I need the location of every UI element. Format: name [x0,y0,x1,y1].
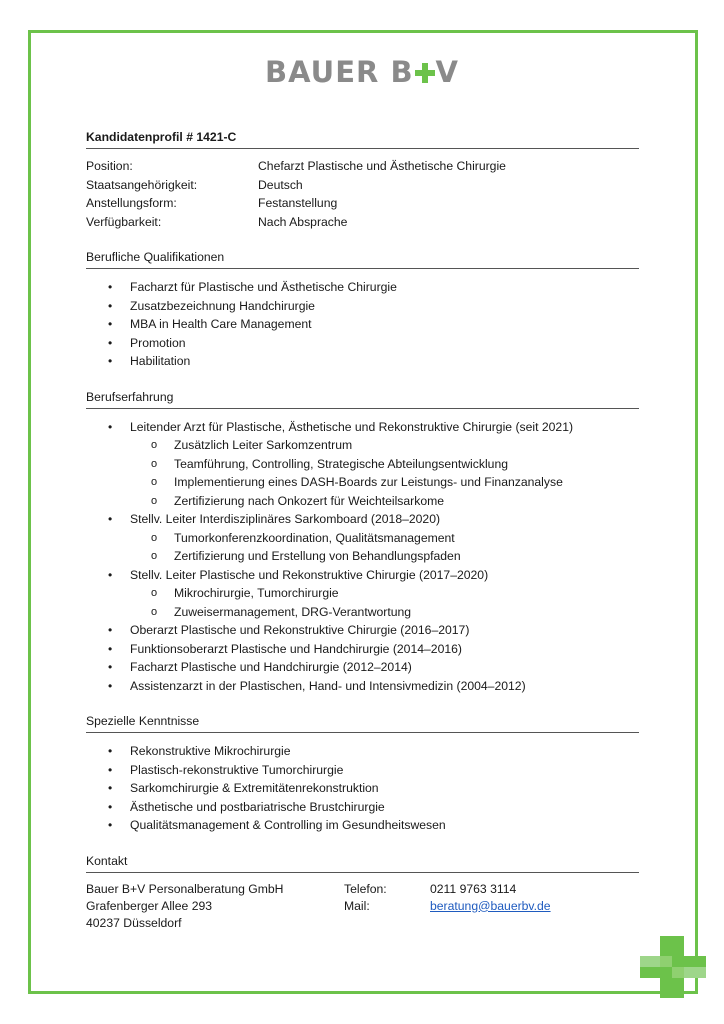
sublist-item: o Tumorkonferenzkoordination, Qualitätsmanagement [86,529,639,548]
field-key: Verfügbarkeit: [86,214,162,229]
field-key: Position: [86,159,133,173]
logo-text-right: V [435,55,459,89]
contact-labels [344,881,430,932]
list-item: • Facharzt Plastische und Handchirurgie (2012–2014) [86,658,639,677]
sublist-item: o Implementierung eines DASH-Boards zur Leistungs- und Finanzanalyse [86,473,639,492]
list-item: • Oberarzt Plastische und Rekonstruktive Chirurgie (2016–2017) [86,621,639,640]
sublist-item: o Zuweisermanagement, DRG-Verantwortung [86,603,639,622]
sublist [86,584,639,621]
phone-number: 0211 9763 3114 [430,881,517,896]
address [86,881,344,932]
sublist-item: o Zertifizierung und Erstellung von Behandlungspfaden [86,547,639,566]
sublist-wrapper [86,529,639,566]
list-item: • Rekonstruktive Mikrochirurgie [86,742,639,761]
list-item: • Plastisch-rekonstruktive Tumorchirurgie [86,761,639,780]
sublist-item: o Teamführung, Controlling, Strategische Abteilungsentwicklung [86,455,639,474]
street: Grafenberger Allee 293 [86,898,213,913]
list-item: • Assistenzarzt in der Plastischen, Hand- und Intensivmedizin (2004–2012) [86,677,639,696]
field-value: Chefarzt Plastische und Ästhetische Chirurgie [258,159,506,173]
sublist-wrapper [86,584,639,621]
corner-plus-icon [640,936,706,998]
list-item: • Qualitätsmanagement & Controlling im Gesundheitswesen [86,816,639,835]
list-item: • Promotion [86,334,639,353]
list-item: • Sarkomchirurgie & Extremitätenrekonstruktion [86,779,639,798]
field-position [86,157,639,176]
logo-plus-icon [415,62,435,84]
experience-list [86,418,639,696]
contact-values [430,881,551,932]
qualifications-title: Berufliche Qualifikationen [86,250,639,269]
company-logo [0,55,724,89]
sublist-item: o Zertifizierung nach Onkozert für Weichteilsarkome [86,492,639,511]
list-item: • Ästhetische und postbariatrische Brustchirurgie [86,798,639,817]
list-item: • Facharzt für Plastische und Ästhetische Chirurgie [86,278,639,297]
profile-title: Kandidatenprofil # 1421-C [86,130,639,149]
list-item: • MBA in Health Care Management [86,315,639,334]
field-value: Nach Absprache [258,214,348,229]
field-value: Deutsch [258,177,303,192]
sublist-wrapper [86,436,639,510]
list-item: • Stellv. Leiter Interdisziplinäres Sarkomboard (2018–2020) [86,510,639,529]
sublist [86,436,639,510]
company-name: Bauer B+V Personalberatung GmbH [86,881,284,896]
field-availability [86,213,639,232]
email-link[interactable]: beratung@bauerbv.de [430,898,551,913]
field-employment-type [86,194,639,213]
skills-title: Spezielle Kenntnisse [86,714,639,733]
field-nationality [86,176,639,195]
phone-label: Telefon: [344,881,387,896]
sublist-item: o Zusätzlich Leiter Sarkomzentrum [86,436,639,455]
sublist-item: o Mikrochirurgie, Tumorchirurgie [86,584,639,603]
list-item: • Leitender Arzt für Plastische, Ästhetische und Rekonstruktive Chirurgie (seit 2021) [86,418,639,437]
qualifications-list [86,278,639,371]
field-value: Festanstellung [258,196,338,210]
skills-list [86,742,639,835]
field-key: Staatsangehörigkeit: [86,177,198,192]
list-item: • Habilitation [86,352,639,371]
list-item: • Funktionsoberarzt Plastische und Handchirurgie (2014–2016) [86,640,639,659]
document-body [86,130,639,932]
list-item: • Stellv. Leiter Plastische und Rekonstruktive Chirurgie (2017–2020) [86,566,639,585]
experience-title: Berufserfahrung [86,390,639,409]
city: 40237 Düsseldorf [86,915,182,930]
field-key: Anstellungsform: [86,196,177,210]
sublist [86,529,639,566]
contact-block [86,881,639,932]
profile-fields [86,157,639,231]
mail-label: Mail: [344,898,370,913]
logo-text-left: BAUER B [265,55,414,89]
contact-title: Kontakt [86,854,639,873]
list-item: • Zusatzbezeichnung Handchirurgie [86,297,639,316]
